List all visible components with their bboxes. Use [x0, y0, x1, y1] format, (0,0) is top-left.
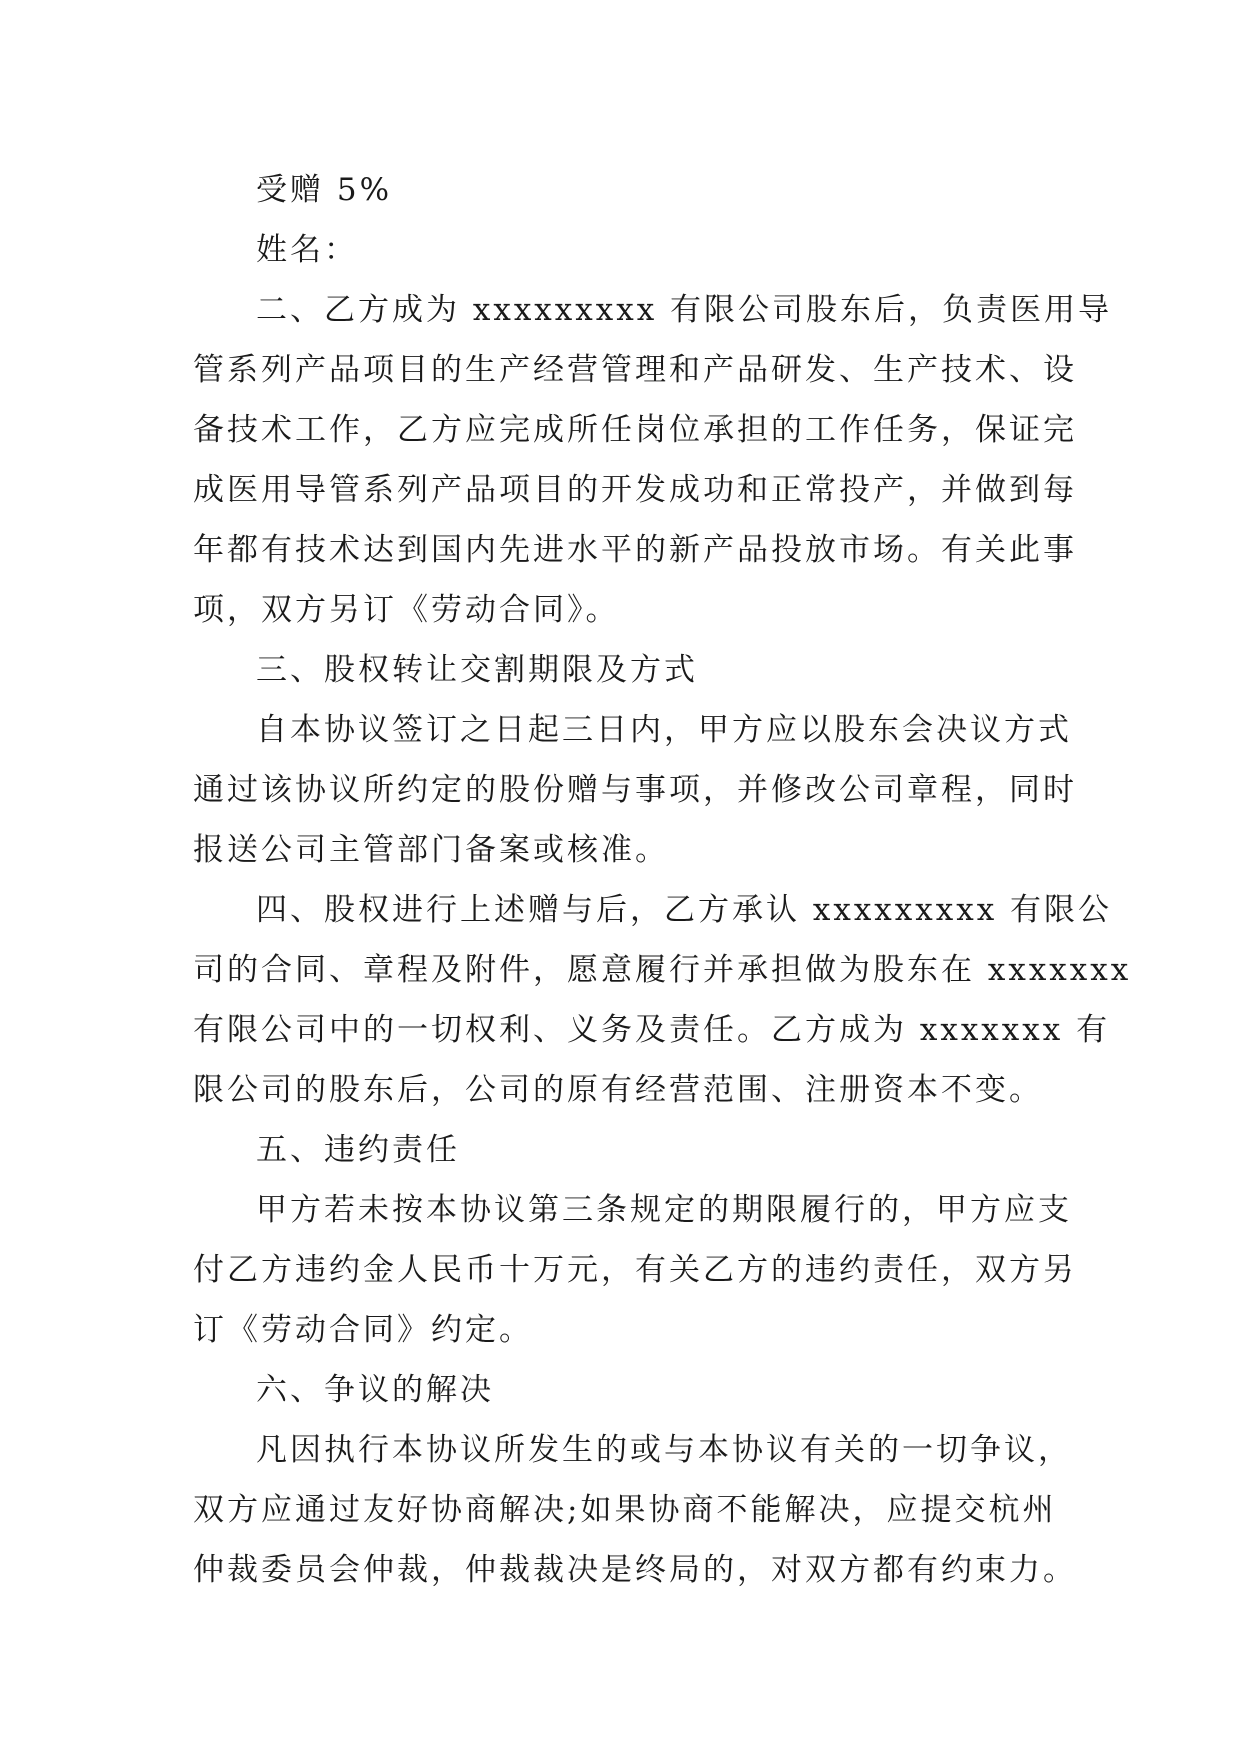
clause-2-line-4: 成医用导管系列产品项目的开发成功和正常投产，并做到每: [193, 472, 1077, 508]
clause-6-heading: 六、争议的解决: [256, 1372, 494, 1408]
clause-2-line-1: 二、乙方成为 xxxxxxxxx 有限公司股东后，负责医用导: [256, 292, 1113, 328]
clause-4-line-3: 有限公司中的一切权利、义务及责任。乙方成为 xxxxxxx 有: [193, 1012, 1111, 1048]
clause-4-line-4: 限公司的股东后，公司的原有经营范围、注册资本不变。: [193, 1072, 1043, 1108]
clause-3-heading: 三、股权转让交割期限及方式: [256, 652, 698, 688]
clause-4-line-2: 司的合同、章程及附件，愿意履行并承担做为股东在 xxxxxxx: [193, 952, 1132, 988]
clause-5-line-3: 订《劳动合同》约定。: [193, 1312, 533, 1348]
text-line-name: 姓名：: [256, 232, 358, 268]
clause-3-line-3: 报送公司主管部门备案或核准。: [193, 832, 669, 868]
clause-2-line-2: 管系列产品项目的生产经营管理和产品研发、生产技术、设: [193, 352, 1077, 388]
document-body: [193, 160, 1132, 1600]
text-line-gift-percentage: 受赠 5%: [256, 172, 393, 208]
clause-5-line-1: 甲方若未按本协议第三条规定的期限履行的，甲方应支: [256, 1192, 1072, 1228]
clause-6-line-2: 双方应通过友好协商解决;如果协商不能解决，应提交杭州: [193, 1492, 1057, 1528]
clause-5-heading: 五、违约责任: [256, 1132, 460, 1168]
clause-2-line-6: 项，双方另订《劳动合同》。: [193, 592, 620, 628]
clause-6-line-3: 仲裁委员会仲裁，仲裁裁决是终局的，对双方都有约束力。: [193, 1552, 1077, 1588]
clause-2-line-5: 年都有技术达到国内先进水平的新产品投放市场。有关此事: [193, 532, 1077, 568]
clause-3-line-2: 通过该协议所约定的股份赠与事项，并修改公司章程，同时: [193, 772, 1077, 808]
clause-5-line-2: 付乙方违约金人民币十万元，有关乙方的违约责任，双方另: [193, 1252, 1077, 1288]
clause-2-line-3: 备技术工作，乙方应完成所任岗位承担的工作任务，保证完: [193, 412, 1077, 448]
clause-4-line-1: 四、股权进行上述赠与后，乙方承认 xxxxxxxxx 有限公: [256, 892, 1113, 928]
clause-6-line-1: 凡因执行本协议所发生的或与本协议有关的一切争议，: [256, 1432, 1072, 1468]
clause-3-line-1: 自本协议签订之日起三日内，甲方应以股东会决议方式: [256, 712, 1072, 748]
